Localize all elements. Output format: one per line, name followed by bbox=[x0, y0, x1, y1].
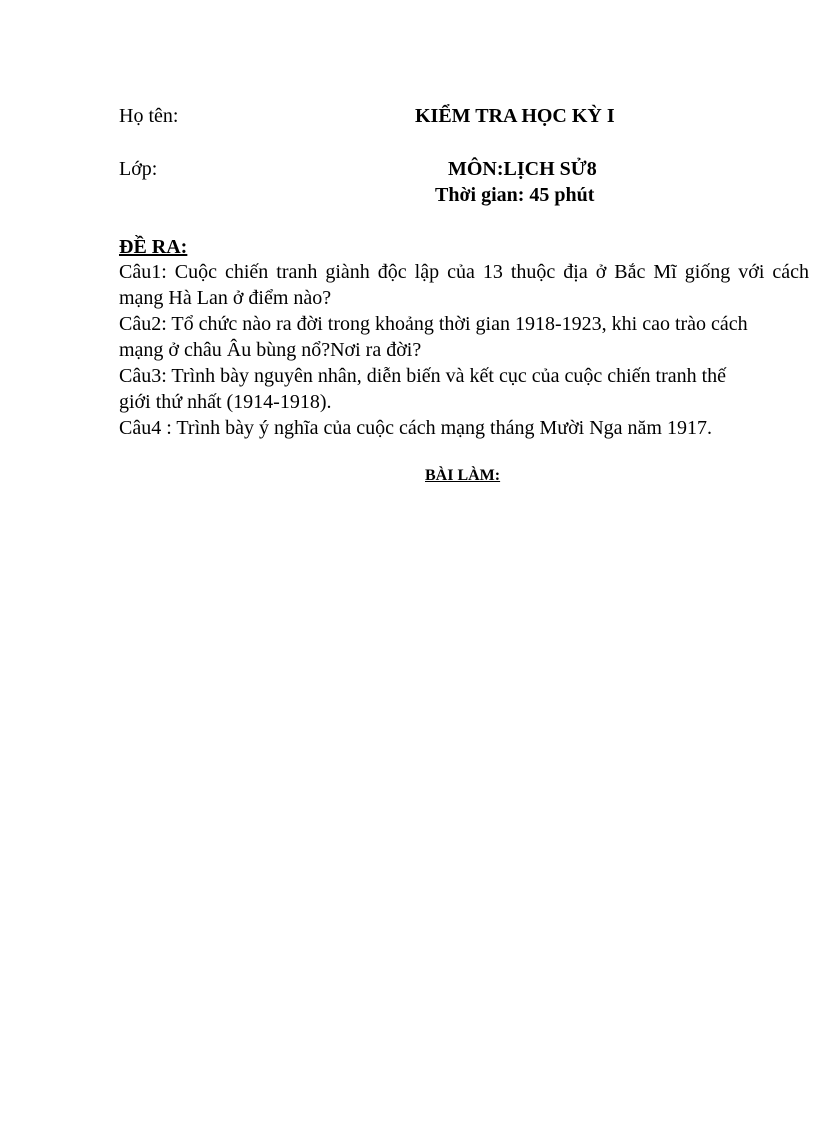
name-label: Họ tên: bbox=[119, 105, 179, 127]
question-1-line-2: mạng Hà Lan ở điểm nào? bbox=[119, 287, 332, 309]
question-3-line-2: giới thứ nhất (1914-1918). bbox=[119, 391, 332, 413]
exam-duration: Thời gian: 45 phút bbox=[435, 184, 595, 206]
question-2-line-2: mạng ở châu Âu bùng nổ?Nơi ra đời? bbox=[119, 339, 422, 361]
class-label: Lớp: bbox=[119, 158, 158, 180]
question-3-line-1: Câu3: Trình bày nguyên nhân, diễn biến và kết cục của cuộc chiến tranh thế bbox=[119, 365, 727, 387]
questions-heading: ĐỀ RA: bbox=[119, 236, 188, 258]
question-1-line-1: Câu1: Cuộc chiến tranh giành độc lập của 13 thuộc địa ở Bắc Mĩ giống với cách bbox=[119, 261, 809, 283]
subject-title: MÔN:LỊCH SỬ8 bbox=[448, 158, 597, 180]
question-4-line-1: Câu4 : Trình bày ý nghĩa của cuộc cách mạng tháng Mười Nga năm 1917. bbox=[119, 417, 712, 439]
answer-heading: BÀI LÀM: bbox=[425, 467, 501, 484]
exam-title: KIỂM TRA HỌC KỲ I bbox=[415, 105, 615, 127]
question-2-line-1: Câu2: Tổ chức nào ra đời trong khoảng thời gian 1918-1923, khi cao trào cách bbox=[119, 313, 748, 335]
